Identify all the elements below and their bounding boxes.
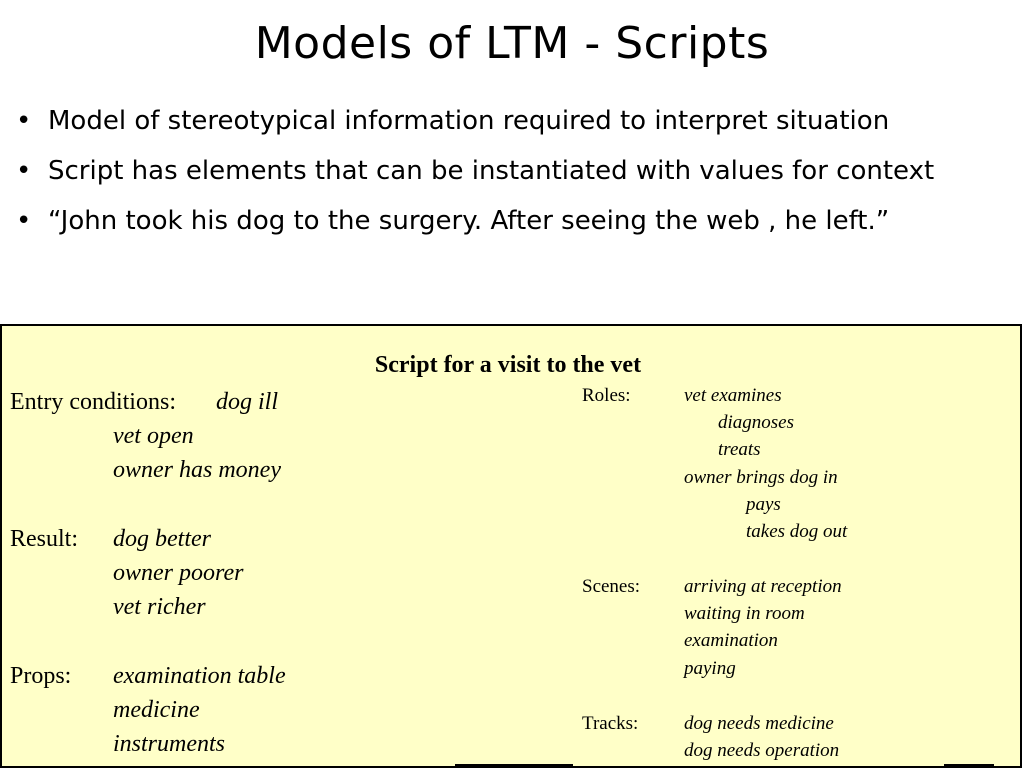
roles-row	[0, 382, 1020, 409]
entry-value: vet open	[113, 423, 194, 449]
bullet-dot-icon: •	[16, 156, 32, 186]
bullet-list	[14, 100, 1014, 250]
entry-value: dog ill	[216, 389, 279, 415]
roles-value: diagnoses	[718, 412, 794, 433]
slide-title: Models of LTM - Scripts	[254, 18, 770, 69]
bullet-text: “John took his dog to the surgery. After seeing the web , he left.”	[48, 206, 890, 236]
tracks-label: Tracks:	[582, 713, 639, 734]
scenes-row-2	[0, 600, 1020, 627]
tracks-row	[0, 710, 1020, 737]
scenes-label: Scenes:	[582, 576, 641, 597]
script-box-title: Script for a visit to the vet	[374, 352, 642, 378]
result-value: owner poorer	[113, 560, 244, 586]
roles-row-4	[0, 464, 1020, 491]
roles-row-6	[0, 518, 1020, 545]
props-label: Props:	[10, 663, 72, 689]
roles-value: takes dog out	[746, 521, 848, 542]
bullet-dot-icon: •	[16, 106, 32, 136]
roles-value: owner brings dog in	[684, 467, 838, 488]
bullet-dot-icon: •	[16, 206, 32, 236]
roles-row-3	[0, 436, 1020, 463]
props-value: examination table	[113, 663, 286, 689]
scenes-row-3	[0, 627, 1020, 654]
roles-row-2	[0, 409, 1020, 436]
scenes-row	[0, 573, 1020, 600]
result-value: dog better	[113, 526, 211, 552]
tracks-row-2	[0, 737, 1020, 764]
roles-value: pays	[746, 494, 781, 515]
entry-conditions-label: Entry conditions:	[10, 389, 176, 415]
result-value: vet richer	[113, 594, 206, 620]
bottom-divider	[944, 764, 994, 766]
tracks-value: dog needs operation	[684, 740, 840, 761]
scenes-value: examination	[684, 630, 778, 651]
tracks-value: dog needs medicine	[684, 713, 834, 734]
scenes-row-4	[0, 655, 1020, 682]
bullet-text: Script has elements that can be instantiated with values for context	[48, 156, 935, 186]
bullet-text: Model of stereotypical information required to interpret situation	[48, 106, 890, 136]
bullet-item	[14, 150, 1014, 192]
roles-label: Roles:	[582, 385, 631, 406]
bullet-item	[14, 200, 1014, 242]
entry-value: owner has money	[113, 457, 281, 483]
bottom-divider	[455, 764, 573, 766]
roles-value: treats	[718, 439, 761, 460]
props-value: instruments	[113, 731, 226, 757]
bullet-item	[14, 100, 1014, 142]
result-label: Result:	[10, 526, 79, 552]
roles-row-5	[0, 491, 1020, 518]
roles-value: vet examines	[684, 385, 782, 406]
props-value: medicine	[113, 697, 200, 723]
scenes-value: waiting in room	[684, 603, 805, 624]
scenes-value: paying	[684, 658, 736, 679]
scenes-value: arriving at reception	[684, 576, 842, 597]
